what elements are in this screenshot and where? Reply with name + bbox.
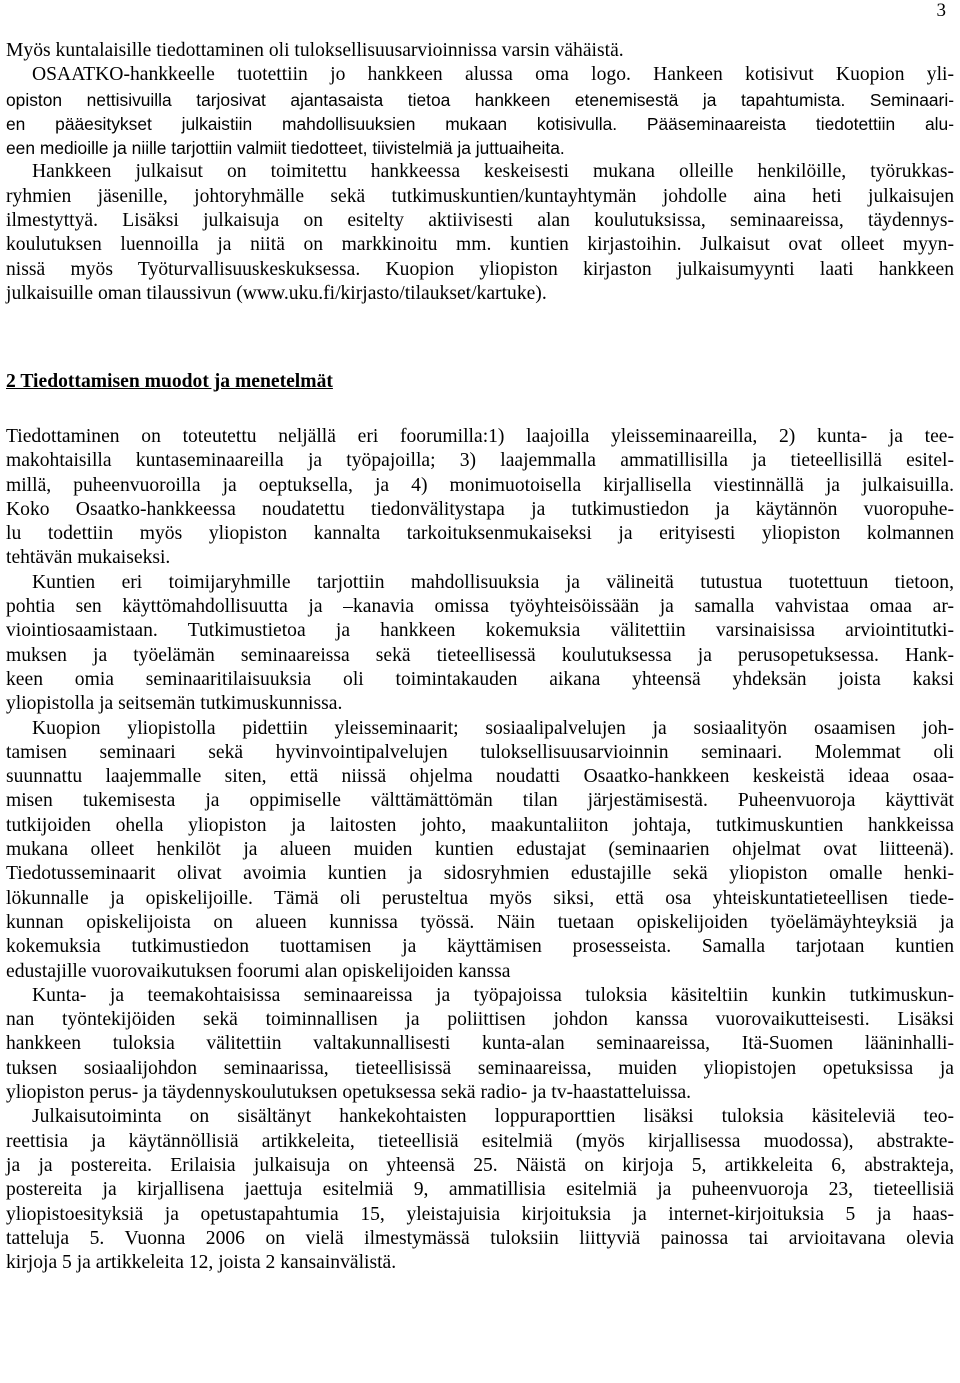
text-line: kirjoja 5 ja artikkeleita 12, joista 2 kansainvälistä. — [6, 1252, 397, 1274]
text-line: koulutuksen luennoilla ja niitä on markkinoitu mm. kuntien kirjastoihin. Julkaisut ovat olleet myyn- — [6, 234, 954, 256]
text-line: tuksen sosiaalijohdon seminaarissa, tieteellisissä seminaareissa, muiden yliopistojen opetuksissa ja — [6, 1057, 954, 1079]
text-line: een medioille ja niille tarjottiin valmiit tiedotteet, tiivistelmiä ja juttuaiheita. — [6, 138, 565, 159]
body-paragraphs — [6, 425, 954, 1275]
text-line: ilmestyttyä. Lisäksi julkaisuja on esitelty aktiivisesti alan koulutuksissa, seminaareissa, täydennys- — [6, 210, 954, 232]
text-line: lökunnalle ja opiskelijoille. Tämä oli perusteltua myös siksi, että osa yhteiskuntatieteellisen tiede- — [6, 887, 954, 909]
text-line: tehtävän mukaiseksi. — [6, 547, 171, 569]
text-line: pohtia sen käyttömahdollisuutta ja –kanavia omissa työyhteisöissään ja samalla vahvistaa omaa ar- — [6, 596, 954, 618]
text-line: Kuntien eri toimijaryhmille tarjottiin mahdollisuuksia ja välineitä tutustua tuotettuun tietoon, — [32, 571, 954, 593]
text-line: Myös kuntalaisille tiedottaminen oli tuloksellisuusarvioinnissa varsin vähäistä. — [6, 40, 624, 61]
text-line: yliopiston perus- ja täydennyskoulutuksen opetuksessa sekä radio- ja tv-haastatteluissa. — [6, 1082, 692, 1104]
text-line: Kunta- ja teemakohtaisissa seminaareissa ja työpajoissa tuloksia käsiteltiin kunkin tutkimuskun- — [32, 984, 954, 1006]
text-line: Julkaisutoiminta on sisältänyt hankekohtaisten loppuraporttien lisäksi tuloksia käsiteleviä teo- — [32, 1106, 954, 1128]
text-line: en pääesitykset julkaistiin mahdollisuuksien mukaan kotisivulla. Pääseminaareista tiedotettiin alu- — [6, 113, 954, 134]
text-line: Kuopion yliopistolla pidettiin yleisseminaarit; sosiaalipalvelujen ja sosiaalityön osaamisen joh- — [32, 717, 954, 739]
text-line: lu todettiin myös yliopiston kannalta tarkoituksenmukaiseksi ja erityisesti yliopiston kolmannen — [6, 523, 954, 545]
text-line: muksen ja työelämän seminaareissa sekä tieteellisessä koulutuksessa ja perusopetuksessa. Hank- — [6, 644, 954, 666]
text-line: mukana olleet henkilöt ja alueen muiden kuntien edustajat (seminaarien ohjelmat ovat liitteenä). — [6, 839, 954, 861]
text-line: nan työntekijöiden sekä toiminnallisen ja poliittisen johdon kanssa vuorovaikutteisesti. Lisäksi — [6, 1009, 954, 1031]
text-line: Tiedotusseminaarit olivat avoimia kuntien ja sidosryhmien edustajille sekä yliopiston omalle henki- — [6, 863, 954, 885]
text-line: Hankkeen julkaisut on toimitettu hankkeessa keskeisesti mukana olleille henkilöille, työrukkas- — [32, 161, 954, 183]
text-line: reettisia ja käytännöllisiä artikkeleita, tieteellisiä esitelmiä (myös kirjallisessa muodossa), abstrakte- — [6, 1130, 954, 1152]
text-line: yliopistoesityksiä ja opetustapahtumia 15, yleistajuisia kirjoituksia ja internet-kirjoituksia 5 ja haas- — [6, 1203, 954, 1225]
text-line: tamisen seminaari sekä hyvinvointipalvelujen tuloksellisuusarvioinnin seminaari. Molemmat oli — [6, 741, 954, 763]
text-line: julkaisuille oman tilaussivun (www.uku.fi/kirjasto/tilaukset/kartuke). — [6, 282, 547, 304]
text-line: tatteluja 5. Vuonna 2006 on vielä ilmestymässä tuloksiin liittyviä painossa tai arvioitavana olevia — [6, 1227, 954, 1249]
text-line: hankkeen tuloksia välitettiin valtakunnallisesti kunta-alan seminaareissa, Itä-Suomen lääninhalli- — [6, 1033, 954, 1055]
text-line: Tiedottaminen on toteutettu neljällä eri foorumilla:1) laajoilla yleisseminaareilla, 2) kunta- ja tee- — [6, 426, 954, 447]
text-line: nissä myös Työturvallisuuskeskuksessa. Kuopion yliopiston kirjaston julkaisumyynti laati hankkeen — [6, 258, 954, 280]
text-line: OSAATKO-hankkeelle tuotettiin jo hankkeen alussa oma logo. Hankeen kotisivut Kuopion yli- — [32, 64, 954, 86]
text-line: tutkijoiden ohella yliopiston ja laitosten johto, maakuntaliiton johtaja, tutkimuskuntien hankkeissa — [6, 814, 954, 836]
page-number: 3 — [936, 0, 946, 21]
text-line: suunnattu laajemmalle siten, että niissä ohjelma noudatti Osaatko-hankkeen keskeistä ideaa osaa- — [6, 766, 954, 788]
text-line: edustajille vuorovaikutuksen foorumi alan opiskelijoiden kanssa — [6, 960, 511, 982]
document-page — [6, 0, 954, 1383]
intro-paragraphs — [6, 39, 954, 306]
text-line: keen omia seminaaritilaisuuksia oli toimintakauden aikana yhteensä yhdeksän joista kaksi — [6, 668, 954, 690]
text-line: kunnan opiskelijoista on alueen kunnissa työssä. Näin tuetaan opiskelijoiden työelämäyhteyksiä ja — [6, 911, 954, 933]
text-line: Koko Osaatko-hankkeessa noudatettu tiedonvälitystapa ja tutkimustiedon ja käytännön vuoropuhe- — [6, 498, 954, 520]
text-line: ja ja postereita. Erilaisia julkaisuja on yhteensä 25. Näistä on kirjoja 5, artikkeleita 6, abstrakteja, — [6, 1154, 954, 1176]
section-heading: 2 Tiedottamisen muodot ja menetelmät — [6, 371, 333, 392]
text-line: ryhmien jäsenille, johtoryhmälle sekä tutkimuskuntien/kuntayhtymän johdolle aina heti julkaisujen — [6, 185, 954, 207]
text-line: makohtaisilla kuntaseminaareilla ja työpajoilla; 3) laajemmalla ammatillisilla ja tieteellisillä esitel- — [6, 450, 954, 472]
text-line: kokemuksia tutkimustiedon tuottamisen ja käyttämisen prosesseista. Samalla tarjotaan kuntien — [6, 936, 954, 958]
text-line: viointiosaamistaan. Tutkimustietoa ja hankkeen kokemuksia välitettiin varsinaisissa arviointitutki- — [6, 620, 954, 642]
text-line: opiston nettisivuilla tarjosivat ajantasaista tietoa hankkeen etenemisestä ja tapahtumista. Seminaari- — [6, 89, 954, 110]
text-line: postereita ja kirjallisena jaettuja esitelmiä 9, ammatillisia esitelmiä ja puheenvuoroja 23, tieteellisiä — [6, 1179, 954, 1201]
text-line: yliopistolla ja seitsemän tutkimuskunnissa. — [6, 693, 343, 715]
text-line: misen tukemisesta ja oppimiselle välttämättömän tilan järjestämisestä. Puheenvuoroja käyttivät — [6, 790, 954, 812]
text-line: millä, puheenvuoroilla ja oeptuksella, ja 4) monimuotoisella kirjallisella viestinnällä ja julkaisuilla. — [6, 474, 954, 496]
